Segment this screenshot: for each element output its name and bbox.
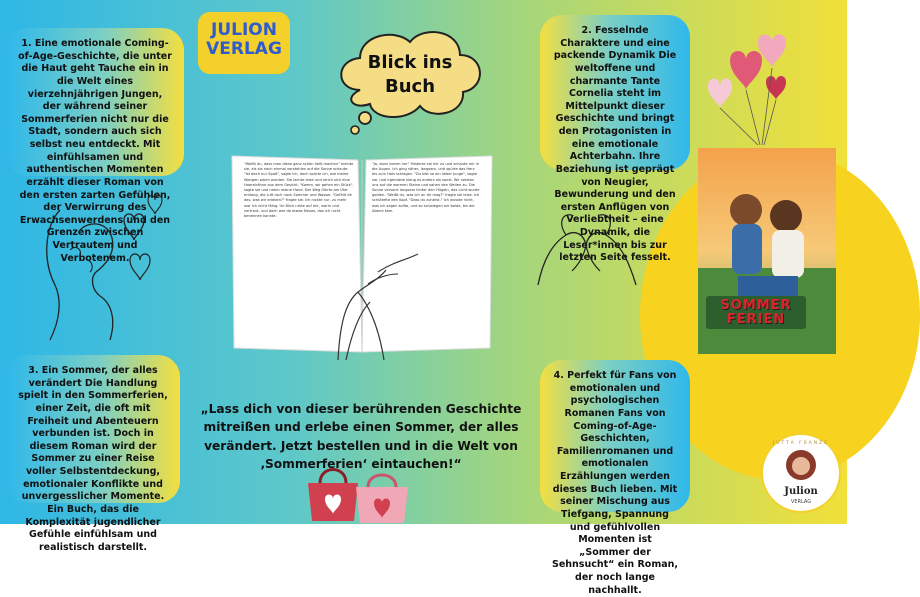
heart-hands-icon bbox=[528, 205, 646, 290]
cover-title-line-2: FERIEN bbox=[726, 311, 786, 327]
cover-title-line-1: SOMMER bbox=[720, 298, 792, 313]
cloud-title: Blick ins Buch bbox=[367, 52, 453, 98]
heart-balloons-icon bbox=[700, 30, 805, 150]
logo-line-1: JULION bbox=[211, 20, 277, 40]
feature-card-1: 1. Eine emotionale Coming-of-Age-Geschichte, die unter die Haut geht Tauche ein in die Welt eines vierzehnjährigen Jungen, der während seiner Sommerferien nicht nur die Stadt, sondern auch sich selbst neu entdeckt. Mit einfühlsamen und authentischen Momenten erzählt dieser Roman von den ersten zarten Gefühlen, der Verwirrung des Erwachsenwerdens und den Grenzen zwischen Vertrautem und Verbotenem. bbox=[6, 28, 184, 176]
publisher-logo bbox=[198, 12, 290, 74]
cover-title bbox=[706, 296, 806, 329]
feature-card-4: 4. Perfekt für Fans von emotionalen und psychologischen Romanen Fans von Coming-of-Age-Geschichten, Familienromanen und emotionalen Erzählungen werden dieses Buch lieben. Mit seiner Mischung aus Tiefgang, Spannung und gefühlvollen Momenten ist „Sommer der Sehnsucht“ ein Roman, der noch lange nachhallt. bbox=[540, 360, 690, 512]
couple-line-art-icon bbox=[20, 190, 170, 350]
book-left-page-text: "Weißt du, dass man diese ganz schön heiß machen" meinte sie, als sie noch einmal verstohlen auf die Sonne schaute. "Ist doch nur Spaß", sagte ich, doch spürte ich, wie meine Wangen warm wurden. Sie lachte leise und strich sich eine Haarsträhne aus dem Gesicht. "Komm, wir gehen ein Stück", sagte sie und nahm meine Hand. Der Weg führte am Ufer entlang, die Luft roch nach Sommer und Wasser. "Gefällt dir das, was wir erleben?" fragte sie. Ich nickte nur, zu mehr war ich nicht fähig. Ihr Blick ruhte auf mir, warm und vertraut, und doch war da etwas Neues, das ich nicht benennen konnte. bbox=[244, 162, 354, 219]
badge-arc-text: JUTTA FRANZE bbox=[772, 441, 830, 446]
badge-name: Julion bbox=[784, 486, 818, 497]
feature-card-2: 2. Fesselnde Charaktere und eine packende Dynamik Die weltoffene und charmante Tante Cornelia steht im Mittelpunkt dieser Geschichte und bringt den Protagonisten in eine emotionale Achterbahn. Ihre Beziehung ist geprägt von Neugier, Bewunderung und den ersten Anflügen von Verliebtheit – eine Dynamik, die Leser*innen bis zur letzten Seite fesselt. bbox=[540, 15, 690, 170]
feature-card-3: 3. Ein Sommer, der alles verändert Die Handlung spielt in den Sommerferien, einer Zeit, die oft mit Freiheit und Abenteuern verbunden ist. Doch in diesem Roman wird der Sommer zu einer Reise voller Selbstentdeckung, emotionaler Konflikte und unvergesslicher Momente. Ein Buch, das die Komplexität jugendlicher Gefühle einfühlsam und realistisch darstellt. bbox=[6, 355, 180, 503]
heart-gift-bags-icon bbox=[300, 455, 415, 524]
call-to-action-quote: „Lass dich von dieser berührenden Geschichte mitreißen und erlebe einen Sommer, der alles verändert. Jetzt bestellen und in die Welt von ‚Sommerferien‘ eintauchen!“ bbox=[200, 402, 522, 471]
logo-line-2: VERLAG bbox=[206, 38, 282, 59]
badge-subtitle: VERLAG bbox=[790, 499, 812, 505]
book-right-page-text: "Ja, dann komm her" flüsterte sie mir zu und schaute mir in die Augen. Ich ging näher, langsam, und spürte das Herz bis zum Hals schlagen. "Du bist so ein lieber Junge", sagte sie, und irgendwie klang es anders als sonst. Wir setzten uns auf die warmen Steine und sahen den Wellen zu. Die Sonne versank langsam hinter den Hügeln, das Licht wurde golden. "Weißt du, was ich an dir mag?" fragte sie leise. Ich schüttelte den Kopf. "Dass du zuhörst." Ich wusste nicht, was ich sagen sollte, und so schwiegen wir beide, bis der Abend kam. bbox=[372, 162, 480, 213]
